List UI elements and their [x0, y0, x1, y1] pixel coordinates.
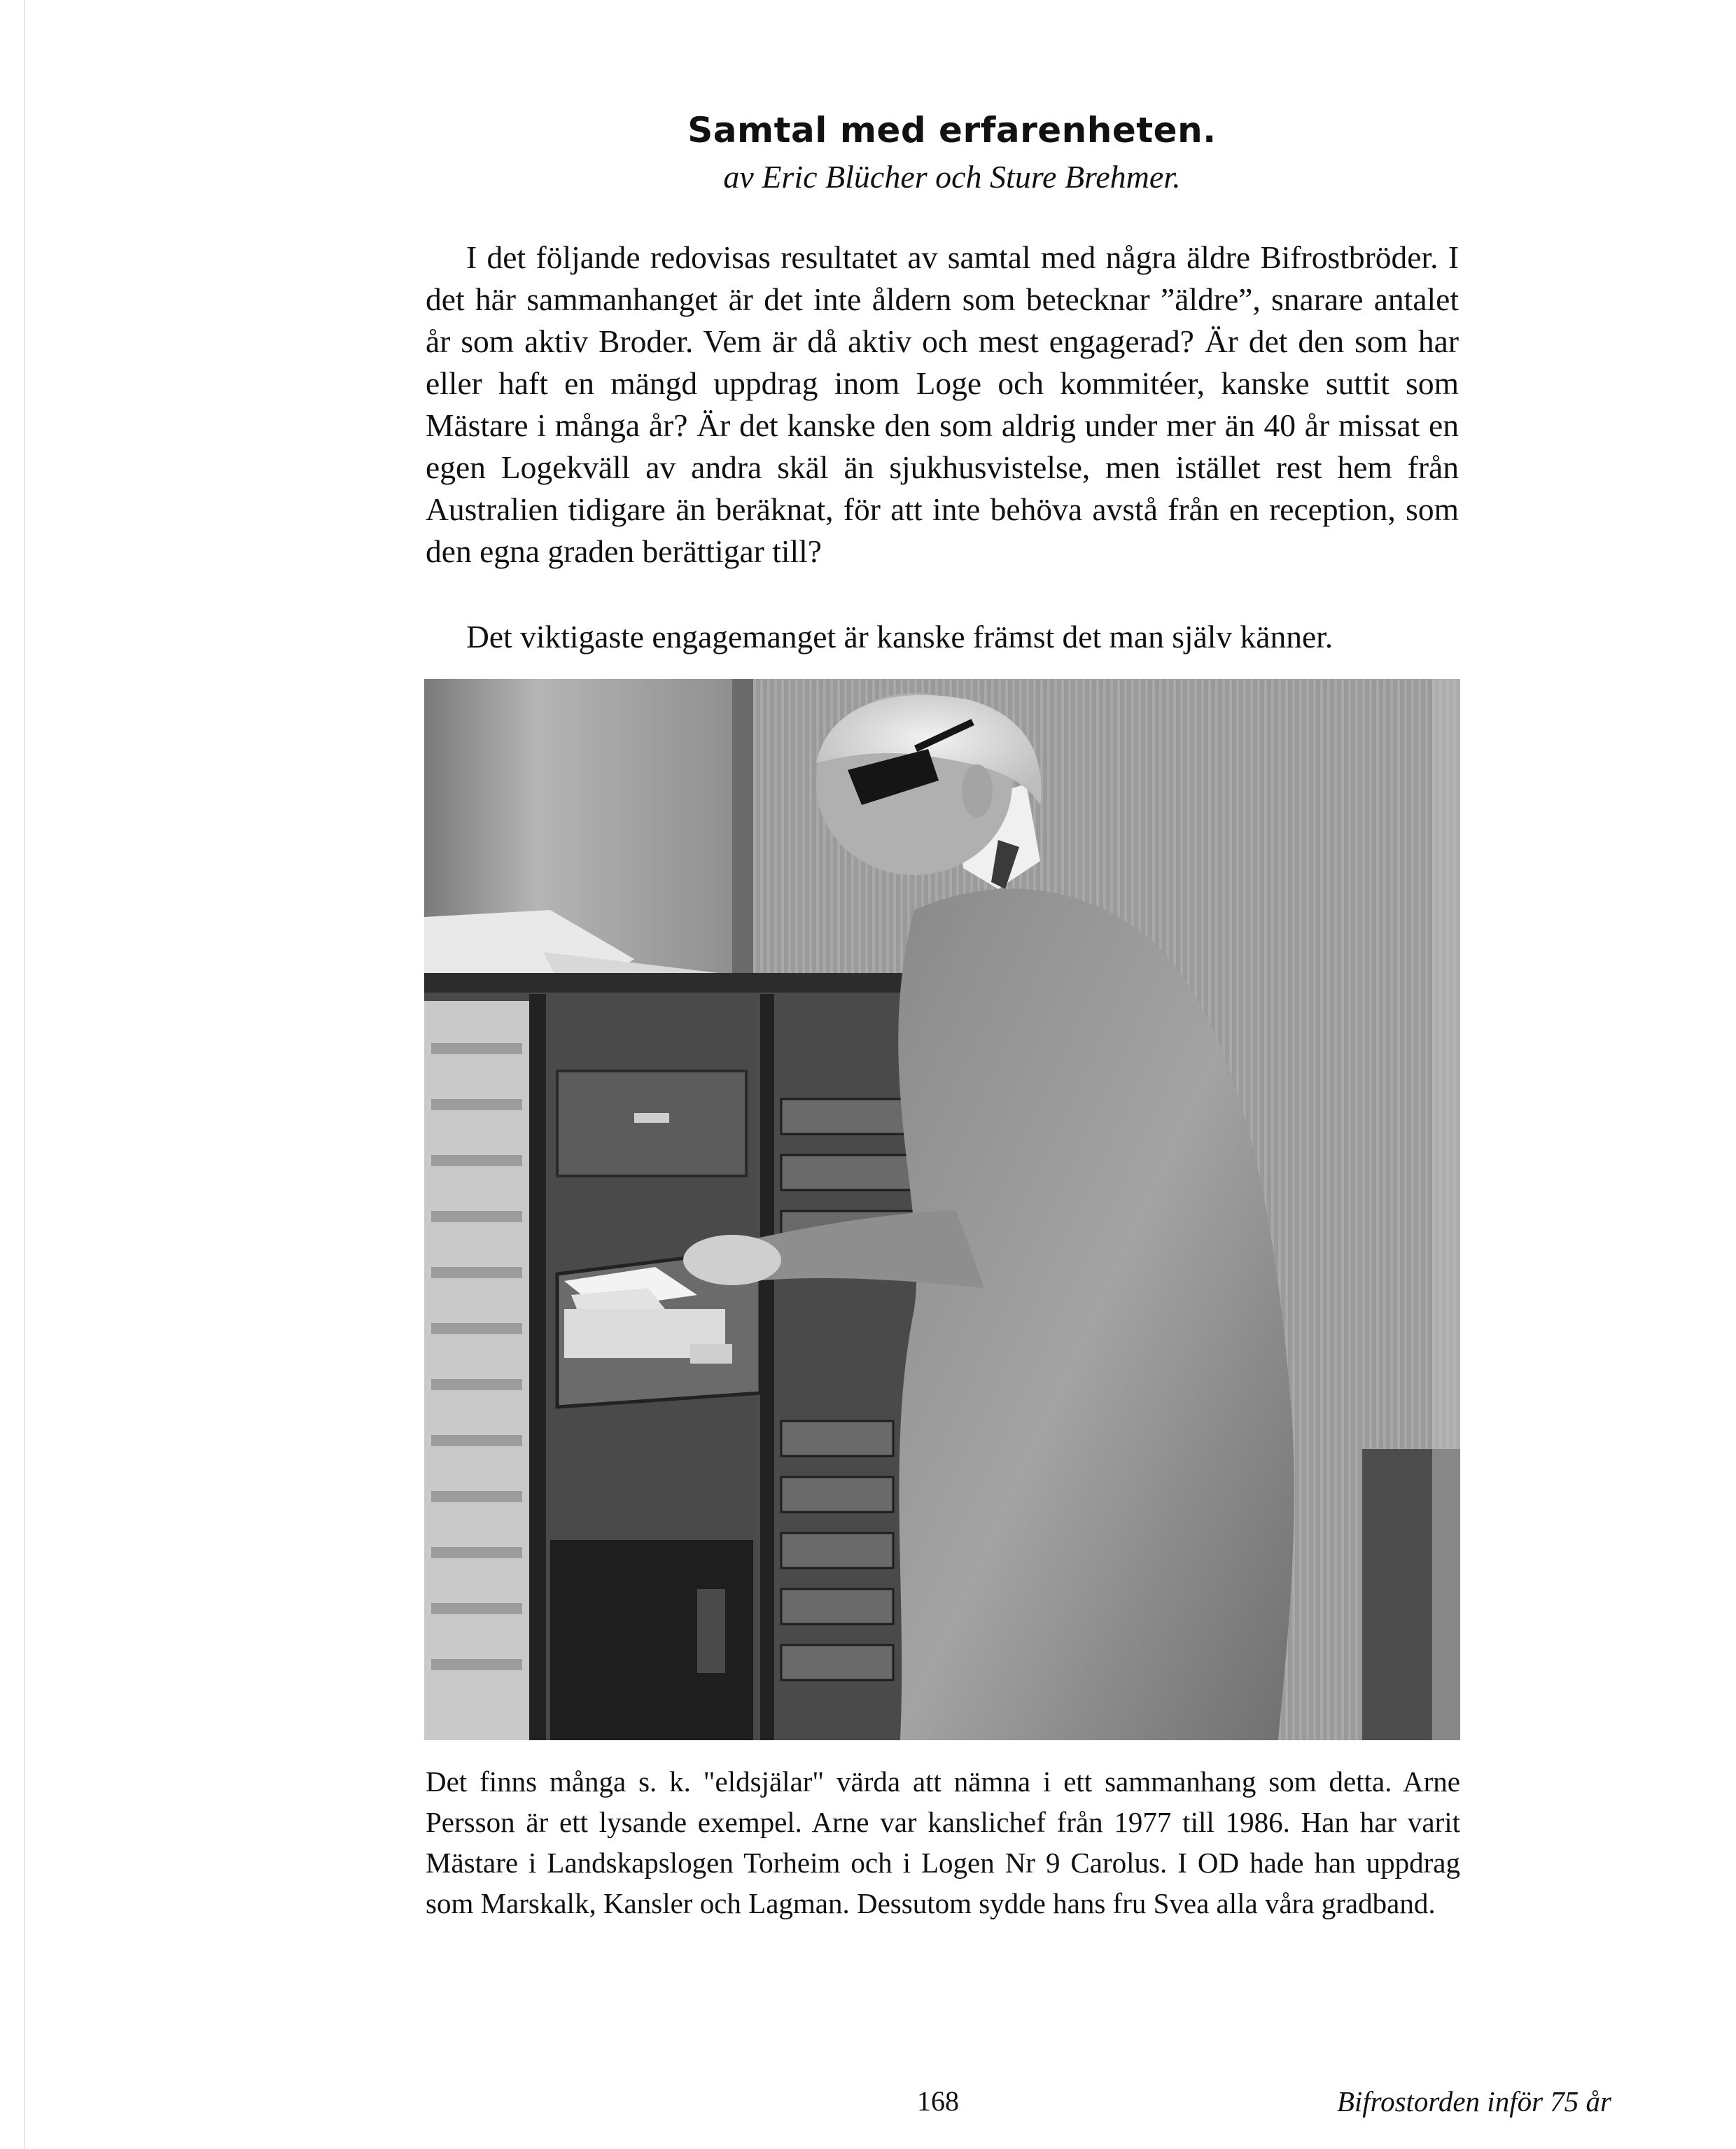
article-title: Samtal med erfarenheten.: [687, 110, 1217, 150]
running-footer-title: Bifrostorden inför 75 år: [1336, 2085, 1611, 2118]
glass-door: [424, 1001, 529, 1740]
article-byline: av Eric Blücher och Sture Brehmer.: [723, 159, 1181, 195]
photo-man-at-card-file-cabinet: [424, 679, 1460, 1740]
photo-caption: Det finns många s. k. "eldsjälar" värda att nämna i ett sammanhang som detta. Arne Persson är ett lysande exempel. Arne var kanslichef från 1977 till 1986. Han har varit Mästare i Landskapslogen Torheim och i Logen Nr 9 Carolus. I OD hade han uppdrag som Marskalk, Kansler och Lagman. Dessutom sydde hans fru Svea alla våra gradband.: [426, 1765, 1460, 1919]
scan-edge-line: [24, 0, 25, 2149]
body-paragraph-2: Det viktigaste engagemanget är kanske främst det man själv känner.: [466, 619, 1334, 654]
page-number: 168: [917, 2085, 959, 2117]
man-hand: [683, 1235, 781, 1285]
drawer-upper-left: [557, 1071, 746, 1176]
body-paragraph-1: I det följande redovisas resultatet av samtal med några äldre Bifrostbröder. I det här sammanhanget är det inte åldern som betecknar ”äldre”, snarare antalet år som aktiv Broder. Vem är då aktiv och mest engagerad? Är det den som har eller haft en mängd uppdrag inom Loge och kommitéer, kanske suttit som Mästare i många år? Är det kanske den som aldrig under mer än 40 år missat en egen Logekväll av andra skäl än sjukhusvistelse, men istället rest hem från Australien tidigare än beräknat, för att inte behöva avstå från en reception, som den egna graden berättigar till?: [426, 239, 1459, 569]
